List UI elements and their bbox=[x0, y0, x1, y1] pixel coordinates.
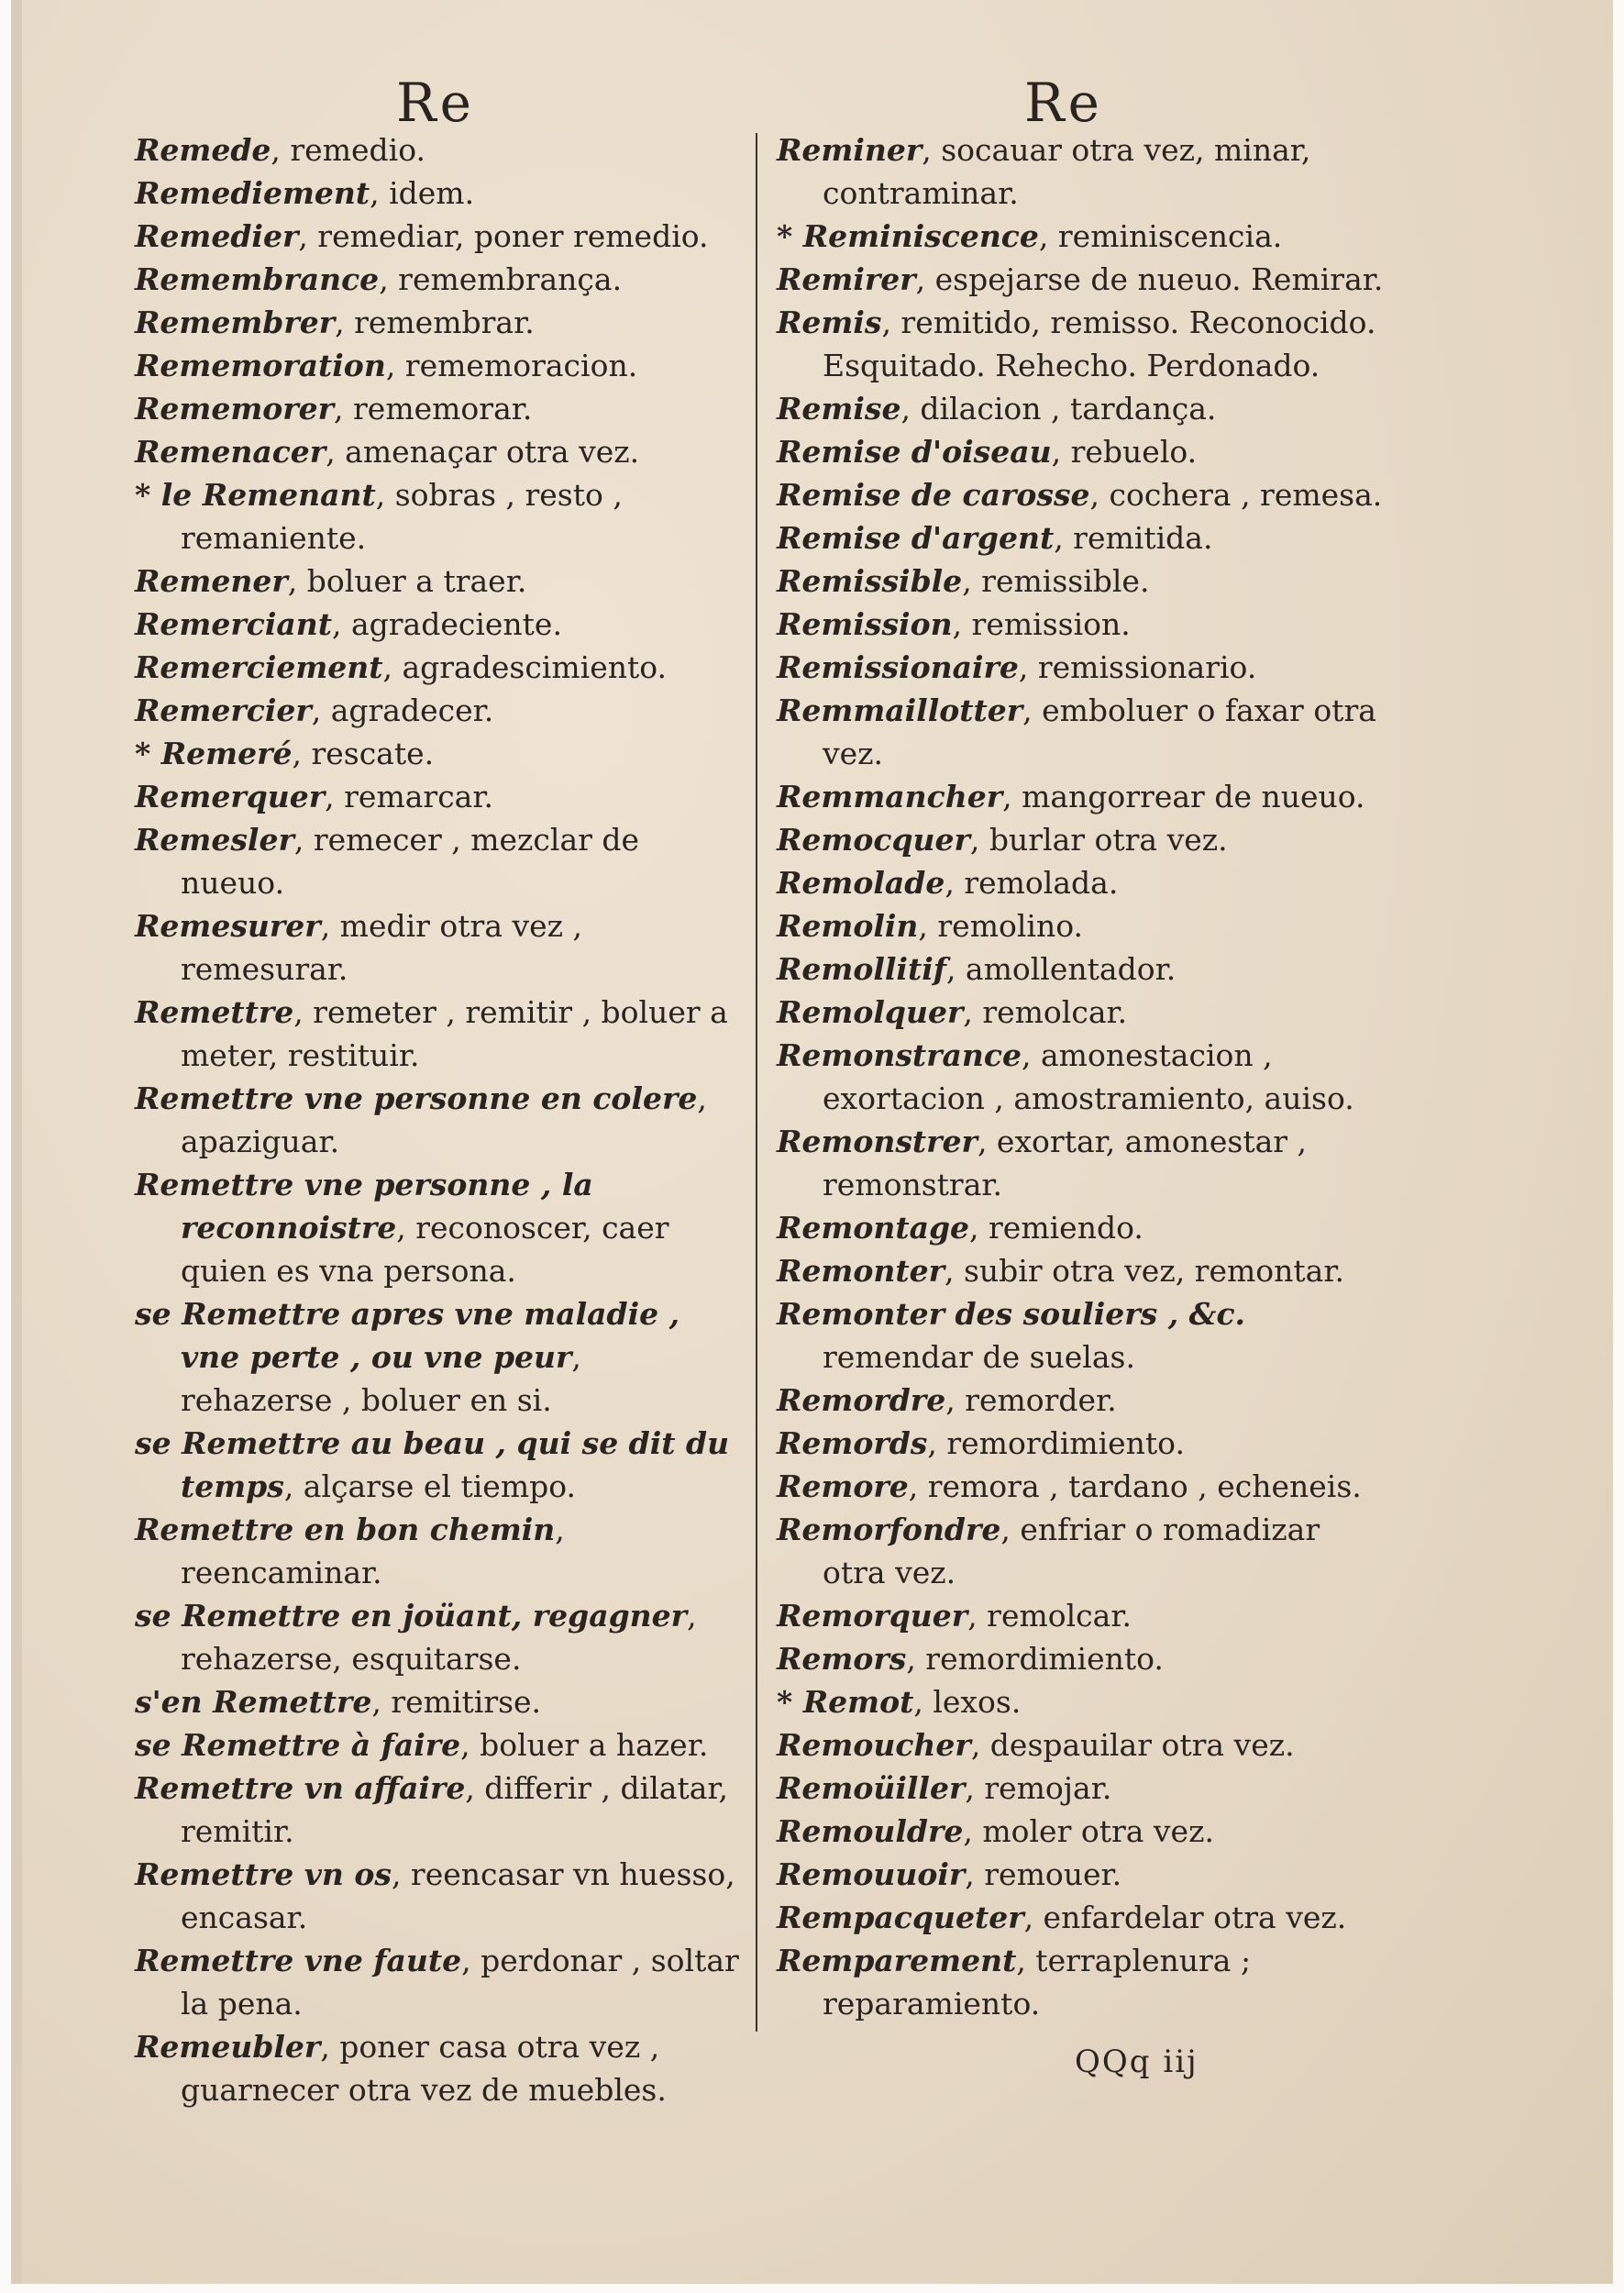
dictionary-entry bbox=[777, 1034, 1391, 1120]
entry-headword: Reminer bbox=[777, 132, 922, 168]
dictionary-entry bbox=[135, 1508, 740, 1594]
entry-headword: s'en Remettre bbox=[135, 1684, 372, 1720]
dictionary-entry bbox=[135, 1939, 740, 2025]
entry-headword: Remparement bbox=[777, 1943, 1017, 1978]
dictionary-entry bbox=[777, 1465, 1391, 1508]
entry-translation: , burlar otra vez. bbox=[969, 822, 1228, 858]
entry-headword: Remedier bbox=[135, 218, 299, 254]
dictionary-entry bbox=[777, 301, 1391, 387]
entry-translation: , amollentador. bbox=[945, 951, 1177, 987]
entry-headword: Remollitif bbox=[777, 951, 946, 987]
entry-translation: , reencasar vn huesso, encasar. bbox=[181, 1856, 735, 1935]
entry-headword: Remise de carosse bbox=[777, 477, 1090, 513]
dictionary-entry bbox=[135, 1077, 740, 1163]
dictionary-entry bbox=[777, 1379, 1391, 1422]
dictionary-entry bbox=[135, 128, 740, 172]
entry-headword: Remocquer bbox=[777, 822, 970, 858]
entry-headword: Remettre vne personne , la reconnoistre bbox=[135, 1167, 593, 1246]
page-edge bbox=[11, 0, 22, 2284]
dictionary-entry bbox=[135, 732, 740, 775]
entry-translation: , remedio. bbox=[271, 132, 425, 168]
dictionary-entry bbox=[135, 991, 740, 1077]
dictionary-entry bbox=[777, 1637, 1391, 1680]
entry-headword: Remettre bbox=[135, 994, 294, 1030]
entry-translation: , lexos. bbox=[913, 1684, 1022, 1720]
entry-translation: , remitirse. bbox=[371, 1684, 542, 1720]
dictionary-entry bbox=[777, 1723, 1391, 1767]
entry-translation: , espejarse de nueuo. Remirar. bbox=[915, 261, 1384, 297]
entry-headword: Rememorer bbox=[135, 391, 335, 426]
entry-translation: , reencaminar. bbox=[181, 1512, 565, 1590]
entry-translation: , remeter , remitir , boluer a meter, restituir. bbox=[181, 994, 728, 1073]
entry-translation: , remitido, remisso. Reconocido. Esquitado. Rehecho. Perdonado. bbox=[823, 305, 1376, 383]
dictionary-entry bbox=[777, 904, 1391, 947]
entry-translation: , remiendo. bbox=[969, 1210, 1143, 1246]
entry-translation: , poner casa otra vez , guarnecer otra vez de muebles. bbox=[181, 2029, 667, 2108]
dictionary-entry bbox=[777, 646, 1391, 689]
entry-headword: Remembrer bbox=[135, 305, 336, 340]
dictionary-entry bbox=[777, 1896, 1391, 1939]
entry-headword: Remouldre bbox=[777, 1813, 964, 1849]
dictionary-entry bbox=[135, 1594, 740, 1680]
left-column bbox=[135, 128, 740, 2111]
dictionary-entry bbox=[777, 258, 1391, 301]
dictionary-entry bbox=[777, 861, 1391, 904]
entry-translation: , remordimiento. bbox=[906, 1641, 1164, 1677]
entry-headword: Remettre vn affaire bbox=[135, 1770, 466, 1806]
entry-headword: Remonter bbox=[777, 1253, 945, 1289]
entry-translation: , agradecer. bbox=[311, 692, 494, 728]
entry-headword: Remettre vn os bbox=[135, 1856, 392, 1892]
dictionary-entry bbox=[135, 1422, 740, 1508]
dictionary-entry bbox=[135, 689, 740, 732]
dictionary-entry bbox=[135, 775, 740, 818]
dictionary-entry bbox=[777, 1206, 1391, 1249]
dictionary-entry bbox=[777, 991, 1391, 1034]
entry-translation: , rehazerse , boluer en si. bbox=[181, 1339, 581, 1418]
entry-translation: , remissible. bbox=[962, 563, 1150, 599]
dictionary-entry bbox=[135, 1767, 740, 1853]
dictionary-entry bbox=[777, 387, 1391, 430]
entry-translation: , remordimiento. bbox=[927, 1425, 1185, 1461]
dictionary-entry bbox=[135, 904, 740, 991]
entry-translation: , remarcar. bbox=[325, 779, 493, 814]
entry-translation: , cochera , remesa. bbox=[1089, 477, 1383, 513]
dictionary-entry bbox=[777, 775, 1391, 818]
entry-headword: Remonstrance bbox=[777, 1037, 1022, 1073]
right-column bbox=[777, 128, 1391, 2025]
entry-translation: , boluer a hazer. bbox=[460, 1727, 709, 1763]
entry-translation: , rememoracion. bbox=[385, 348, 638, 383]
dictionary-entry bbox=[135, 1292, 740, 1422]
entry-translation: , differir , dilatar, remitir. bbox=[181, 1770, 729, 1849]
dictionary-entry bbox=[135, 172, 740, 215]
entry-headword: Remoüiller bbox=[777, 1770, 966, 1806]
entry-translation: , remora , tardano , echeneis. bbox=[908, 1468, 1362, 1504]
entry-headword: Remise bbox=[777, 391, 901, 426]
entry-headword: Remordre bbox=[777, 1382, 946, 1418]
entry-headword: Remettre vne personne en colere bbox=[135, 1080, 698, 1116]
entry-translation: , rescate. bbox=[292, 736, 435, 771]
dictionary-entry bbox=[777, 1680, 1391, 1723]
dictionary-entry bbox=[135, 473, 740, 559]
dictionary-entry bbox=[777, 1594, 1391, 1637]
entry-headword: Remontage bbox=[777, 1210, 970, 1246]
dictionary-entry bbox=[135, 1680, 740, 1723]
entry-translation: , subir otra vez, remontar. bbox=[944, 1253, 1344, 1289]
dictionary-entry bbox=[777, 1508, 1391, 1594]
dictionary-entry bbox=[777, 818, 1391, 861]
entry-translation: , amonestacion , exortacion , amostramiento, auiso. bbox=[823, 1037, 1354, 1116]
entry-headword: * Remot bbox=[777, 1684, 914, 1720]
entry-translation: , agradescimiento. bbox=[382, 649, 668, 685]
entry-translation: , despauilar otra vez. bbox=[970, 1727, 1295, 1763]
dictionary-entry bbox=[777, 1767, 1391, 1810]
entry-translation: , emboluer o faxar otra vez. bbox=[823, 692, 1376, 771]
entry-translation: , rehazerse, esquitarse. bbox=[181, 1598, 697, 1677]
entry-headword: Remise d'oiseau bbox=[777, 434, 1052, 470]
dictionary-entry bbox=[777, 1853, 1391, 1896]
dictionary-entry bbox=[777, 603, 1391, 646]
entry-headword: Remenacer bbox=[135, 434, 326, 470]
dictionary-entry bbox=[777, 1422, 1391, 1465]
dictionary-entry bbox=[135, 1163, 740, 1292]
entry-translation: , perdonar , soltar la pena. bbox=[181, 1943, 739, 2022]
entry-headword: se Remettre au beau , qui se dit du temps bbox=[135, 1425, 730, 1504]
dictionary-entry bbox=[777, 1249, 1391, 1292]
entry-translation: , agradeciente. bbox=[331, 606, 562, 642]
entry-translation: , mangorrear de nueuo. bbox=[1002, 779, 1365, 814]
entry-headword: Remesurer bbox=[135, 908, 321, 944]
dictionary-entry bbox=[777, 516, 1391, 559]
entry-translation: , remojar. bbox=[965, 1770, 1112, 1806]
entry-translation: , remolada. bbox=[945, 865, 1119, 901]
entry-headword: se Remettre en joüant, regagner bbox=[135, 1598, 688, 1634]
entry-translation: , remembrança. bbox=[379, 261, 623, 297]
entry-headword: Remorfondre bbox=[777, 1512, 1001, 1547]
entry-translation: , rebuelo. bbox=[1051, 434, 1198, 470]
entry-headword: Remeubler bbox=[135, 2029, 321, 2065]
entry-headword: Remmancher bbox=[777, 779, 1003, 814]
entry-headword: Remords bbox=[777, 1425, 928, 1461]
entry-headword: Remore bbox=[777, 1468, 909, 1504]
entry-translation: , remolcar. bbox=[963, 994, 1128, 1030]
dictionary-entry bbox=[135, 215, 740, 258]
dictionary-page bbox=[11, 0, 1613, 2284]
running-head-right: Re bbox=[1024, 72, 1103, 134]
dictionary-entry bbox=[777, 1810, 1391, 1853]
entry-translation: , apaziguar. bbox=[181, 1080, 707, 1159]
entry-headword: Rempacqueter bbox=[777, 1900, 1024, 1935]
entry-translation: , remitida. bbox=[1054, 520, 1213, 556]
entry-translation: , dilacion , tardança. bbox=[900, 391, 1217, 426]
entry-translation: , medir otra vez , remesurar. bbox=[181, 908, 583, 987]
dictionary-entry bbox=[135, 818, 740, 904]
entry-headword: Remesler bbox=[135, 822, 294, 858]
entry-headword: Remorquer bbox=[777, 1598, 968, 1634]
entry-headword: Remirer bbox=[777, 261, 916, 297]
entry-headword: Remediement bbox=[135, 175, 370, 211]
entry-headword: Remise d'argent bbox=[777, 520, 1055, 556]
entry-translation: , remission. bbox=[952, 606, 1131, 642]
entry-translation: , alçarse el tiempo. bbox=[283, 1468, 577, 1504]
entry-translation: , remolcar. bbox=[967, 1598, 1132, 1634]
entry-headword: Remolin bbox=[777, 908, 919, 944]
entry-translation: , remediar, poner remedio. bbox=[298, 218, 709, 254]
entry-headword: Remener bbox=[135, 563, 288, 599]
entry-headword: Remmaillotter bbox=[777, 692, 1023, 728]
dictionary-entry bbox=[135, 2025, 740, 2111]
entry-translation: , enfriar o romadizar otra vez. bbox=[823, 1512, 1320, 1590]
entry-translation: remendar de suelas. bbox=[823, 1339, 1135, 1375]
entry-translation: , socauar otra vez, minar, contraminar. bbox=[823, 132, 1311, 211]
dictionary-entry bbox=[135, 1853, 740, 1939]
dictionary-entry bbox=[777, 430, 1391, 473]
entry-headword: Remerciement bbox=[135, 649, 383, 685]
entry-translation: , remouer. bbox=[965, 1856, 1122, 1892]
dictionary-entry bbox=[777, 1292, 1391, 1379]
entry-headword: Remonstrer bbox=[777, 1124, 978, 1159]
entry-headword: Remettre vne faute bbox=[135, 1943, 462, 1978]
signature-mark: QQq iij bbox=[1075, 2044, 1199, 2080]
dictionary-entry bbox=[135, 430, 740, 473]
entry-headword: Remis bbox=[777, 305, 882, 340]
entry-headword: Rememoration bbox=[135, 348, 386, 383]
entry-translation: , remissionario. bbox=[1018, 649, 1257, 685]
running-head-left: Re bbox=[396, 72, 475, 134]
dictionary-entry bbox=[777, 128, 1391, 215]
dictionary-entry bbox=[135, 603, 740, 646]
entry-headword: se Remettre à faire bbox=[135, 1727, 461, 1763]
entry-headword: * Reminiscence bbox=[777, 218, 1039, 254]
entry-translation: , moler otra vez. bbox=[963, 1813, 1214, 1849]
entry-headword: Remembrance bbox=[135, 261, 380, 297]
entry-headword: * le Remenant bbox=[135, 477, 376, 513]
entry-translation: , sobras , resto , remaniente. bbox=[181, 477, 623, 556]
entry-headword: Remoucher bbox=[777, 1727, 971, 1763]
entry-headword: * Remeré bbox=[135, 736, 293, 771]
entry-translation: , remolino. bbox=[918, 908, 1084, 944]
entry-headword: Remissible bbox=[777, 563, 963, 599]
dictionary-entry bbox=[135, 258, 740, 301]
entry-translation: , remembrar. bbox=[335, 305, 535, 340]
entry-translation: , remorder. bbox=[945, 1382, 1117, 1418]
dictionary-entry bbox=[135, 301, 740, 344]
dictionary-entry bbox=[135, 387, 740, 430]
entry-translation: , amenaçar otra vez. bbox=[326, 434, 640, 470]
column-rule bbox=[756, 133, 757, 2032]
dictionary-entry bbox=[777, 1120, 1391, 1206]
entry-headword: Remonter des souliers , &c. bbox=[777, 1296, 1246, 1332]
entry-headword: Remede bbox=[135, 132, 271, 168]
entry-translation: , terraplenura ; reparamiento. bbox=[823, 1943, 1252, 2022]
entry-headword: Remerquer bbox=[135, 779, 326, 814]
dictionary-entry bbox=[777, 689, 1391, 775]
entry-headword: Remerciant bbox=[135, 606, 332, 642]
entry-headword: Remercier bbox=[135, 692, 312, 728]
entry-translation: , reminiscencia. bbox=[1038, 218, 1283, 254]
entry-translation: , enfardelar otra vez. bbox=[1023, 1900, 1347, 1935]
entry-headword: Remolade bbox=[777, 865, 945, 901]
dictionary-entry bbox=[135, 559, 740, 603]
entry-headword: Remors bbox=[777, 1641, 907, 1677]
entry-translation: , idem. bbox=[370, 175, 475, 211]
dictionary-entry bbox=[777, 559, 1391, 603]
entry-headword: Remolquer bbox=[777, 994, 964, 1030]
entry-headword: Remouuoir bbox=[777, 1856, 966, 1892]
entry-headword: Remissionaire bbox=[777, 649, 1019, 685]
entry-translation: , remecer , mezclar de nueuo. bbox=[181, 822, 640, 901]
dictionary-entry bbox=[777, 473, 1391, 516]
dictionary-entry bbox=[777, 947, 1391, 991]
entry-translation: , exortar, amonestar , remonstrar. bbox=[823, 1124, 1308, 1202]
dictionary-entry bbox=[777, 1939, 1391, 2025]
entry-translation: , reconoscer, caer quien es vna persona. bbox=[181, 1210, 669, 1289]
dictionary-entry bbox=[135, 646, 740, 689]
entry-headword: se Remettre apres vne maladie , vne perte , ou vne peur bbox=[135, 1296, 680, 1375]
dictionary-entry bbox=[135, 344, 740, 387]
entry-translation: , boluer a traer. bbox=[287, 563, 527, 599]
entry-headword: Remission bbox=[777, 606, 953, 642]
entry-headword: Remettre en bon chemin bbox=[135, 1512, 556, 1547]
entry-translation: , rememorar. bbox=[334, 391, 533, 426]
dictionary-entry bbox=[135, 1723, 740, 1767]
dictionary-entry bbox=[777, 215, 1391, 258]
